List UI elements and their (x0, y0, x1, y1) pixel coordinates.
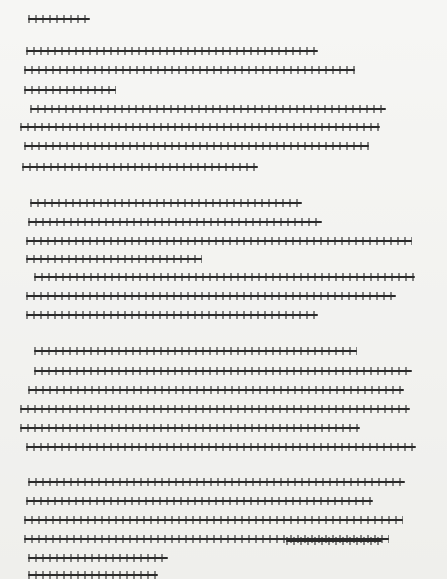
paragraph-3-line-2 (34, 370, 412, 372)
paragraph-4-line-5 (28, 557, 168, 559)
paragraph-2-line-4 (26, 258, 202, 260)
greeting-line (28, 18, 90, 20)
paragraph-1-line-5 (20, 126, 380, 128)
paragraph-1-line-2 (24, 69, 355, 71)
paragraph-2-line-5 (34, 276, 415, 278)
paragraph-2-line-7 (26, 314, 318, 316)
paragraph-3-line-1 (34, 350, 357, 352)
signature-line (286, 540, 382, 542)
paragraph-4-line-2 (26, 500, 373, 502)
paragraph-1-line-1 (26, 50, 318, 52)
paragraph-1-line-7 (22, 166, 258, 168)
paragraph-1-line-4 (30, 108, 386, 110)
paragraph-3-line-6 (26, 446, 416, 448)
paragraph-2-line-2 (28, 221, 322, 223)
paragraph-4-line-6 (28, 574, 158, 576)
paragraph-1-line-6 (24, 145, 369, 147)
paragraph-4-line-3 (24, 519, 403, 521)
paragraph-4-line-1 (28, 481, 405, 483)
paragraph-2-line-3 (26, 240, 412, 242)
paragraph-1-line-3 (24, 89, 116, 91)
paragraph-3-line-5 (20, 427, 360, 429)
paragraph-3-line-3 (28, 389, 404, 391)
paragraph-2-line-1 (30, 202, 302, 204)
paragraph-2-line-6 (26, 295, 396, 297)
paragraph-3-line-4 (20, 408, 410, 410)
